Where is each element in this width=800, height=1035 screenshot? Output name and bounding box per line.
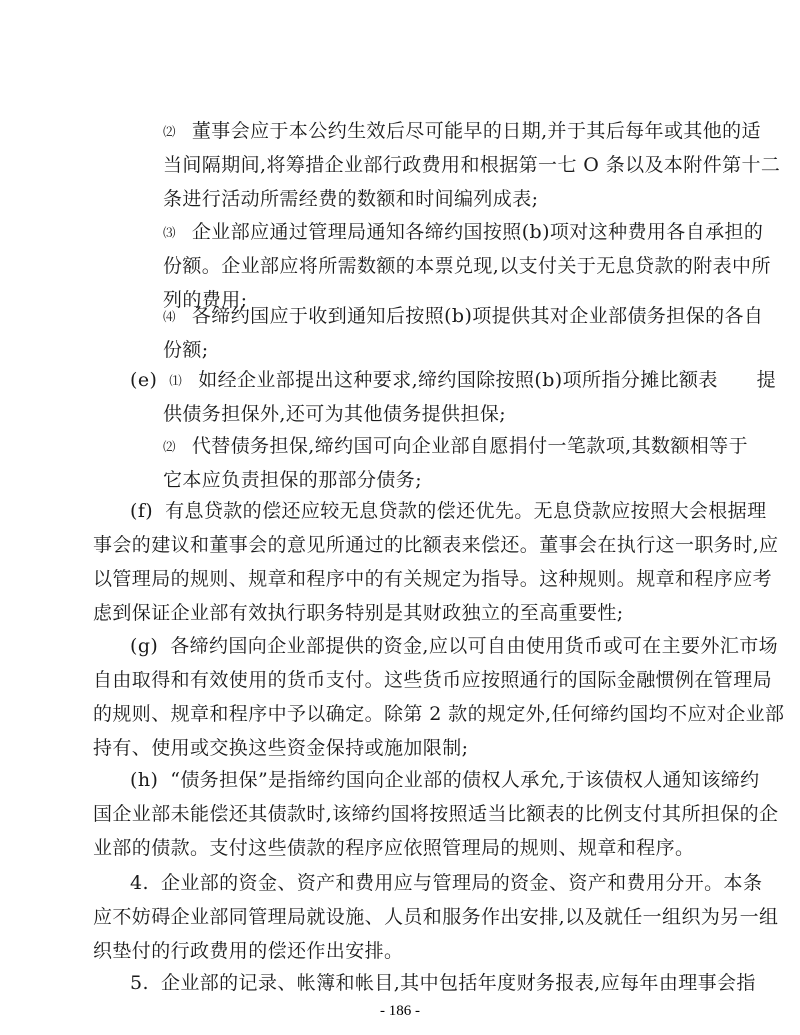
item-e-line-4: 它本应负责担保的那部分债务; xyxy=(163,469,423,491)
item-g-text-1: 各缔约国向企业部提供的资金,应以可自由使用货币或可在主要外汇市场 xyxy=(170,635,779,657)
item-g-line-3: 的规则、规章和程序中予以确定。除第 2 款的规定外,任何缔约国均不应对企业部 xyxy=(93,703,785,725)
item-f-label: (f) xyxy=(130,500,154,522)
paragraph-5-label: 5. xyxy=(130,972,149,994)
item-g-line-1 xyxy=(130,633,778,659)
paragraph-5-line-1 xyxy=(130,970,756,996)
item-d2-number: ⑵ xyxy=(163,124,176,139)
item-f-line-1 xyxy=(130,498,766,524)
item-g-label: (g) xyxy=(130,635,159,657)
item-g-line-4: 持有、使用或交换这些资金保持或施加限制; xyxy=(93,737,469,759)
item-d3-number: ⑶ xyxy=(163,225,176,240)
item-d2-line-1 xyxy=(163,118,761,145)
paragraph-4-text-1: 企业部的资金、资产和费用应与管理局的资金、资产和费用分开。本条 xyxy=(160,872,763,894)
item-d3-text-1: 企业部应通过管理局通知各缔约国按照(b)项对这种费用各自承担的 xyxy=(191,221,764,243)
item-d4-number: ⑷ xyxy=(163,309,176,324)
paragraph-4-label: 4. xyxy=(130,872,149,894)
item-e2-number: ⑵ xyxy=(163,439,176,454)
item-h-line-2: 国企业部未能偿还其债款时,该缔约国将按照适当比额表的比例支付其所担保的企 xyxy=(93,803,779,825)
item-d2-line-3: 条进行活动所需经费的数额和时间编列成表; xyxy=(163,188,539,210)
item-d3-line-1 xyxy=(163,219,763,246)
item-f-line-4: 虑到保证企业部有效执行职务特别是其财政独立的至高重要性; xyxy=(93,602,624,624)
item-e2-text-1: 代替债务担保,缔约国可向企业部自愿捐付一笔款项,其数额相等于 xyxy=(191,435,748,457)
item-d4-line-2: 份额; xyxy=(163,339,209,361)
paragraph-4-line-3: 织垫付的行政费用的偿还作出安排。 xyxy=(93,940,404,962)
item-e-label: (e) xyxy=(130,369,158,391)
item-e-line-1 xyxy=(130,367,776,394)
item-h-text-1: “债务担保”是指缔约国向企业部的债权人承允,于该债权人通知该缔约 xyxy=(170,769,760,791)
item-h-label: (h) xyxy=(130,769,159,791)
paragraph-4-line-2: 应不妨碍企业部同管理局就设施、人员和服务作出安排,以及就任一组织为另一组 xyxy=(93,906,779,928)
item-d2-text-1: 董事会应于本公约生效后尽可能早的日期,并于其后每年或其他的适 xyxy=(191,120,761,142)
item-d3-line-3: 列的费用; xyxy=(163,289,248,311)
page-number: - 186 - xyxy=(380,1003,420,1019)
item-d4-text-1: 各缔约国应于收到通知后按照(b)项提供其对企业部债务担保的各自 xyxy=(191,305,764,327)
item-g-line-2: 自由取得和有效使用的货币支付。这些货币应按照通行的国际金融惯例在管理局 xyxy=(93,669,773,691)
item-e-line-2: 供债务担保外,还可为其他债务提供担保; xyxy=(163,403,507,425)
paragraph-5-text-1: 企业部的记录、帐簿和帐目,其中包括年度财务报表,应每年由理事会指 xyxy=(160,972,756,994)
item-d2-line-2: 当间隔期间,将筹措企业部行政费用和根据第一七 O 条以及本附件第十二 xyxy=(163,154,781,176)
item-h-line-3: 业部的债款。支付这些债款的程序应依照管理局的规则、规章和程序。 xyxy=(93,837,695,859)
item-f-text-1: 有息贷款的偿还应较无息贷款的偿还优先。无息贷款应按照大会根据理 xyxy=(165,500,767,522)
item-d3-line-2: 份额。企业部应将所需数额的本票兑现,以支付关于无息贷款的附表中所 xyxy=(163,255,771,277)
item-h-line-1 xyxy=(130,767,760,793)
item-d4-line-1 xyxy=(163,303,763,330)
item-e-line-3 xyxy=(163,433,748,460)
item-e1-number: ⑴ xyxy=(169,373,183,388)
item-f-line-2: 事会的建议和董事会的意见所通过的比额表来偿还。董事会在执行这一职务时,应 xyxy=(93,534,779,556)
item-e1-text-1: 如经企业部提出这种要求,缔约国除按照(b)项所指分摊比额表 提 xyxy=(198,369,777,391)
item-f-line-3: 以管理局的规则、规章和程序中的有关规定为指导。这种规则。规章和程序应考 xyxy=(93,568,773,590)
paragraph-4-line-1 xyxy=(130,870,762,896)
